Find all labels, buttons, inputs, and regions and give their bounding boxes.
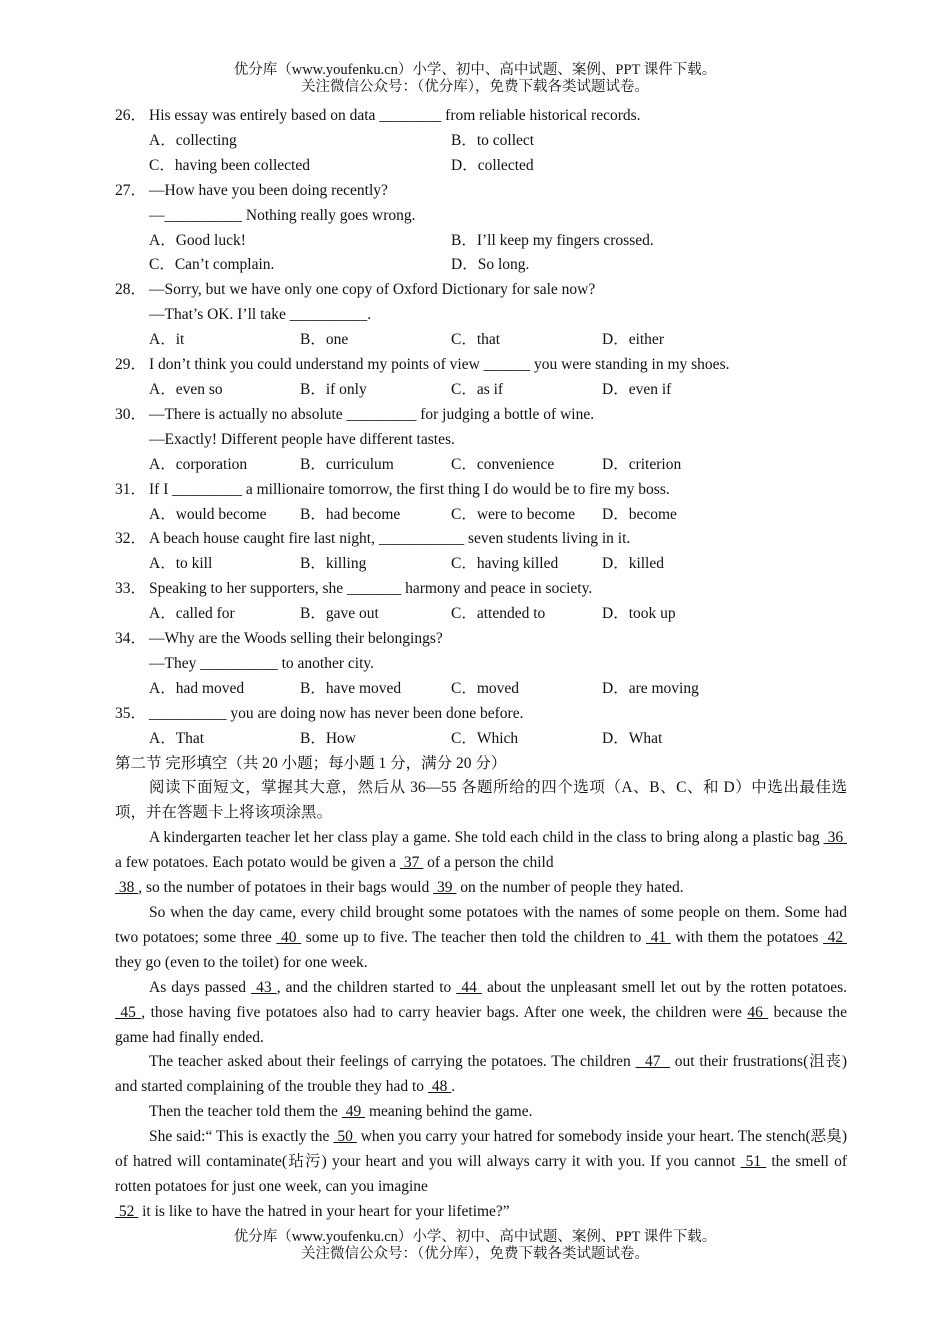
blank-47: 47: [635, 1053, 671, 1071]
answer-option: D．So long.: [451, 256, 530, 274]
question-stem: [115, 478, 847, 503]
question-text: —Why are the Woods selling their belongings?: [149, 630, 443, 648]
option-row: [115, 677, 847, 702]
answer-option: B．How: [300, 729, 356, 747]
question-number: 35．: [115, 704, 147, 722]
answer-option: D．collected: [451, 156, 534, 174]
passage-text: a few potatoes. Each potato would be given a: [115, 854, 400, 872]
answer-option: A．would become: [149, 505, 267, 523]
answer-option: A．called for: [149, 605, 235, 623]
question-number: 31．: [115, 480, 147, 498]
header-line-2: 关注微信公众号：（优分库），免费下载各类试题试卷。: [301, 79, 649, 95]
question-text: If I _________ a millionaire tomorrow, the first thing I do would be to fire my boss.: [149, 480, 670, 498]
question-stem: [115, 577, 847, 602]
answer-option: C．attended to: [451, 605, 546, 623]
question-text: —Sorry, but we have only one copy of Oxford Dictionary for sale now?: [149, 281, 596, 299]
answer-option: A．to kill: [149, 555, 213, 573]
question-dialogue-line: —Exactly! Different people have different tastes.: [149, 430, 455, 448]
passage-text: , those having five potatoes also had to carry heavier bags. After one week, the children were: [141, 1003, 748, 1021]
passage-text: , so the number of potatoes in their bags would: [138, 879, 434, 897]
answer-option: C．as if: [451, 380, 504, 398]
answer-option: A．had moved: [149, 679, 245, 697]
passage-paragraph-6: [115, 1125, 847, 1200]
question-number: 29．: [115, 356, 147, 374]
question-number: 34．: [115, 630, 147, 648]
question-text: —How have you been doing recently?: [149, 181, 388, 199]
question-stem: [115, 104, 847, 129]
answer-option: D．took up: [602, 605, 676, 623]
option-row: [115, 727, 847, 752]
question-number: 27．: [115, 181, 147, 199]
answer-option: D．either: [602, 331, 664, 349]
question-stem: [115, 179, 847, 204]
blank-44: 44: [456, 978, 482, 996]
option-row: [115, 503, 847, 528]
blank-42: 42: [823, 928, 848, 946]
passage-paragraph-5: [115, 1100, 847, 1125]
option-row: [115, 129, 847, 154]
option-row: [115, 154, 847, 179]
answer-option: A．it: [149, 331, 185, 349]
question-number: 32．: [115, 530, 147, 548]
page-footer: [0, 1229, 950, 1263]
question-stem: [115, 403, 847, 428]
answer-option: D．become: [602, 505, 677, 523]
answer-option: C．having been collected: [149, 156, 310, 174]
option-row: [115, 602, 847, 627]
section-title: 第二节 完形填空（共 20 小题；每小题 1 分，满分 20 分）: [115, 754, 507, 772]
blank-45: 45: [115, 1003, 142, 1021]
passage-text: some up to five. The teacher then told the children to: [301, 928, 647, 946]
answer-option: A．Good luck!: [149, 231, 246, 249]
blank-46: 46: [747, 1003, 769, 1021]
answer-option: D．What: [602, 729, 663, 747]
option-row: [115, 328, 847, 353]
answer-option: D．criterion: [602, 455, 682, 473]
blank-48: 48: [427, 1078, 452, 1096]
passage-text: Then the teacher told them the: [149, 1103, 342, 1121]
passage-paragraph-1b: [115, 876, 847, 901]
answer-option: B．curriculum: [300, 455, 394, 473]
answer-option: A．even so: [149, 380, 223, 398]
footer-line-2: 关注微信公众号：（优分库），免费下载各类试题试卷。: [301, 1246, 649, 1262]
passage-paragraph-2: [115, 901, 847, 976]
option-row: [115, 229, 847, 254]
answer-option: B．gave out: [300, 605, 379, 623]
blank-41: 41: [646, 928, 671, 946]
passage-text: , and the children started to: [276, 978, 457, 996]
answer-option: B．killing: [300, 555, 367, 573]
option-row: [115, 378, 847, 403]
answer-option: B．I’ll keep my fingers crossed.: [451, 231, 654, 249]
passage-text: about the unpleasant smell let out by the rotten potatoes.: [481, 978, 848, 996]
question-stem: [115, 627, 847, 652]
passage-text: when you carry your hatred for somebody inside your heart. The stench(恶臭) of hatred will contaminate(玷污) your heart and you will always carry it with you. If you cannot: [115, 1128, 847, 1171]
answer-option: A．corporation: [149, 455, 248, 473]
blank-50: 50: [333, 1128, 357, 1146]
passage-text: the smell of rotten potatoes for just one week, can you imagine: [115, 1153, 847, 1195]
option-row: [115, 253, 847, 278]
passage-text: they go (even to the toilet) for one week.: [115, 953, 368, 971]
blank-43: 43: [251, 978, 277, 996]
blank-51: 51: [740, 1153, 767, 1171]
question-text: I don’t think you could understand my points of view ______ you were standing in my shoes.: [149, 356, 730, 374]
answer-option: D．even if: [602, 380, 672, 398]
passage-paragraph-3: [115, 976, 847, 1051]
passage-text: She said:“ This is exactly the: [149, 1128, 334, 1146]
passage-text: with them the potatoes: [670, 928, 824, 946]
passage-paragraph-4: [115, 1050, 847, 1100]
answer-option: C．that: [451, 331, 501, 349]
passage-text: because the game had finally ended.: [115, 1003, 847, 1046]
header-line-1: 优分库（www.youfenku.cn）小学、初中、高中试题、案例、PPT 课件下载。: [233, 62, 717, 78]
blank-39: 39: [433, 879, 457, 897]
answer-option: C．moved: [451, 679, 520, 697]
question-dialogue-line: —They __________ to another city.: [149, 654, 374, 672]
passage-text: .: [451, 1078, 456, 1096]
passage-text: of a person the child: [423, 854, 554, 872]
passage-text: So when the day came, every child brought some potatoes with the names of some people on them. Some had two potatoes; some three: [115, 904, 847, 946]
answer-option: C．Can’t complain.: [149, 256, 275, 274]
footer-line-1: 优分库（www.youfenku.cn）小学、初中、高中试题、案例、PPT 课件下载。: [233, 1229, 717, 1245]
blank-38: 38: [115, 879, 139, 897]
blank-49: 49: [341, 1103, 366, 1121]
passage-text: on the number of people they hated.: [456, 879, 684, 897]
question-text: __________ you are doing now has never been done before.: [149, 704, 524, 722]
question-text: Speaking to her supporters, she _______ harmony and peace in society.: [149, 580, 593, 598]
passage-text: it is like to have the hatred in your heart for your lifetime?”: [138, 1202, 510, 1220]
answer-option: C．having killed: [451, 555, 559, 573]
question-dialogue-line: —That’s OK. I’ll take __________.: [149, 306, 372, 324]
question-number: 28．: [115, 281, 147, 299]
question-text: His essay was entirely based on data ________ from reliable historical records.: [149, 107, 641, 124]
answer-option: C．convenience: [451, 455, 555, 473]
option-row: [115, 453, 847, 478]
answer-option: D．are moving: [602, 679, 699, 697]
answer-option: B．one: [300, 331, 349, 349]
blank-52: 52: [115, 1202, 139, 1220]
question-number: 30．: [115, 405, 147, 423]
answer-option: C．Which: [451, 729, 519, 747]
exam-content: [115, 104, 847, 1225]
passage-text: As days passed: [149, 978, 252, 996]
passage-paragraph-1: [115, 826, 847, 876]
answer-option: B．to collect: [451, 131, 535, 149]
passage-paragraph-6b: [115, 1200, 847, 1225]
answer-option: A．That: [149, 729, 205, 747]
question-stem: [115, 702, 847, 727]
passage-text: out their frustrations(沮丧) and started complaining of the trouble they had to: [115, 1053, 847, 1096]
question-text: —There is actually no absolute _________ for judging a bottle of wine.: [149, 405, 595, 423]
question-number: 33．: [115, 580, 147, 598]
question-text: A beach house caught fire last night, ___________ seven students living in it.: [149, 530, 631, 548]
answer-option: D．killed: [602, 555, 664, 573]
answer-option: C．were to become: [451, 505, 575, 523]
passage-text: A kindergarten teacher let her class play a game. She told each child in the class to bring along a plastic bag: [149, 829, 824, 847]
question-stem: [115, 527, 847, 552]
answer-option: B．had become: [300, 505, 401, 523]
option-row: [115, 552, 847, 577]
answer-option: B．have moved: [300, 679, 402, 697]
blank-37: 37: [399, 854, 424, 872]
question-list: [115, 104, 847, 752]
question-dialogue-line: —__________ Nothing really goes wrong.: [149, 206, 416, 224]
answer-option: A．collecting: [149, 131, 237, 149]
question-stem: [115, 278, 847, 303]
section-instruction: 阅读下面短文，掌握其大意，然后从 36—55 各题所给的四个选项（A、B、C、和 D）中选出最佳选项，并在答题卡上将该项涂黑。: [115, 779, 847, 822]
blank-36: 36: [823, 829, 847, 847]
page-header: [0, 62, 950, 96]
question-number: 26．: [115, 107, 147, 124]
passage-text: The teacher asked about their feelings of carrying the potatoes. The children: [149, 1053, 636, 1071]
question-stem: [115, 353, 847, 378]
answer-option: B．if only: [300, 380, 367, 398]
blank-40: 40: [276, 928, 302, 946]
passage-text: meaning behind the game.: [365, 1103, 533, 1121]
